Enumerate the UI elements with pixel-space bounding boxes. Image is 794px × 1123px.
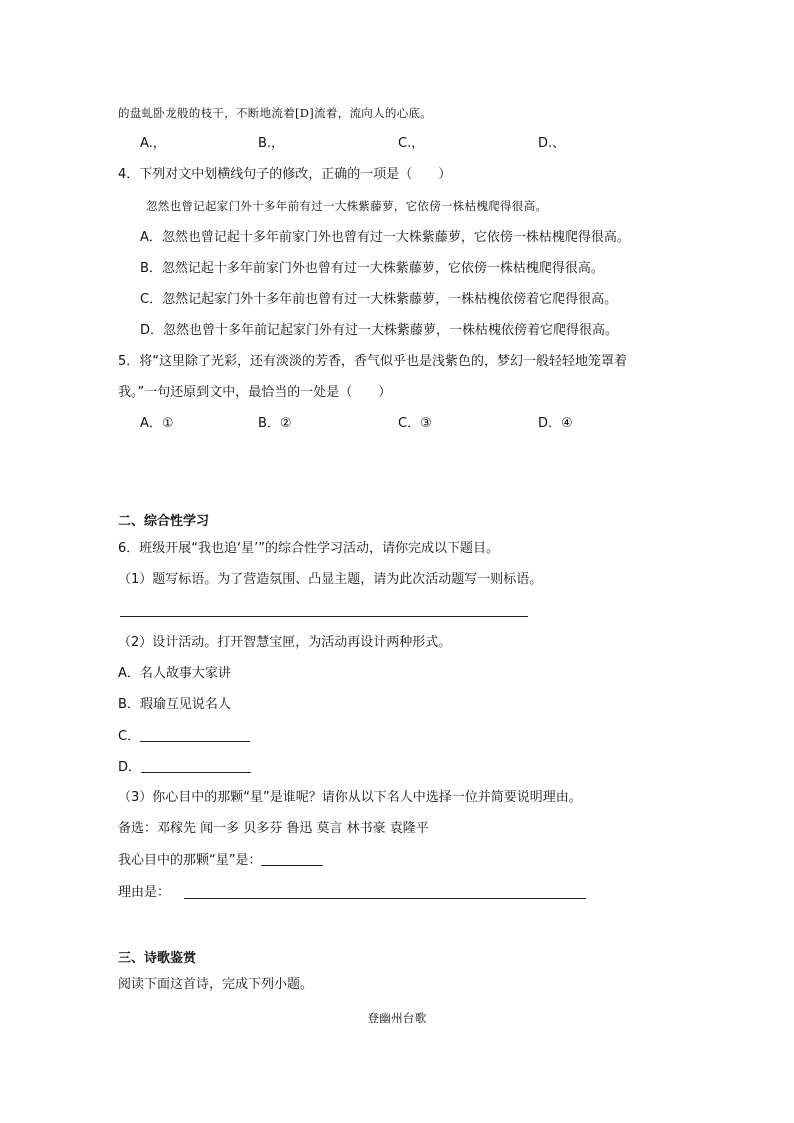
q5-option-b: B．② — [258, 416, 292, 431]
q4-quote: 忽然也曾记起家门外十多年前有过一大株紫藤萝，它依傍一株枯槐爬得很高。 — [146, 199, 548, 213]
q5-option-a: A．① — [140, 416, 174, 431]
q4-option-b: B．忽然记起十多年前家门外也曾有过一大株紫藤萝，它依傍一株枯槐爬得很高。 — [140, 261, 604, 276]
option-c-label: C． — [118, 729, 141, 744]
option-a: A.， — [140, 136, 166, 151]
q5-option-d: D．④ — [538, 416, 573, 431]
q6-sub2: （2）设计活动。打开智慧宝匣，为活动再设计两种形式。 — [118, 635, 452, 650]
q6-sub2-option-c — [118, 727, 250, 746]
answer-line-slogan[interactable] — [120, 616, 528, 617]
reason-label: 理由是： — [118, 885, 171, 900]
option-c: C.， — [398, 136, 425, 151]
section2-title: 二、综合性学习 — [118, 514, 210, 529]
passage-line: 的盘虬卧龙般的枝干，不断地流着[D]流着，流向人的心底。 — [118, 106, 433, 120]
section3-title: 三、诗歌鉴赏 — [118, 951, 197, 966]
q4-option-c: C．忽然记起家门外十多年前也曾有过一大株紫藤萝，一株枯槐依傍着它爬得很高。 — [140, 292, 618, 307]
q5-option-c: C．③ — [398, 416, 432, 431]
q6-stem: 6．班级开展“我也追‘星’”的综合性学习活动，请你完成以下题目。 — [118, 541, 500, 556]
q5-stem-line1: 5．将“这里除了光彩，还有淡淡的芳香，香气似乎也是浅紫色的，梦幻一般轻轻地笼罩着 — [118, 354, 628, 369]
option-d-label: D． — [118, 760, 142, 775]
candidate-list: 备选：邓稼先 闻一多 贝多芬 鲁迅 莫言 林书豪 袁隆平 — [118, 821, 429, 836]
answer-line-reason[interactable] — [184, 898, 586, 899]
q4-stem: 4．下列对文中划横线句子的修改，正确的一项是（ ） — [118, 167, 452, 182]
star-label: 我心目中的那颗“星”是： — [118, 853, 262, 868]
answer-blank-d[interactable] — [141, 758, 251, 773]
poem-title: 登幽州台歌 — [367, 1011, 427, 1025]
q6-sub2-option-b: B．瑕瑜互见说名人 — [118, 697, 231, 712]
q4-option-d: D．忽然也曾十多年前记起家门外有过一大株紫藤萝，一株枯槐依傍着它爬得很高。 — [140, 323, 619, 338]
q6-sub2-option-a: A．名人故事大家讲 — [118, 666, 231, 681]
section3-instruction: 阅读下面这首诗，完成下列小题。 — [118, 977, 314, 992]
q4-option-a: A．忽然也曾记起十多年前家门外也曾有过一大株紫藤萝，它依傍一株枯槐爬得很高。 — [140, 230, 630, 245]
option-b: B.， — [258, 136, 285, 151]
answer-blank-c[interactable] — [140, 727, 250, 742]
q5-stem-line2: 我。”一句还原到文中，最恰当的一处是（ ） — [118, 385, 392, 400]
q6-sub3: （3）你心目中的那颗“星”是谁呢？请你从以下名人中选择一位并简要说明理由。 — [118, 790, 582, 805]
q6-sub1: （1）题写标语。为了营造氛围、凸显主题，请为此次活动题写一则标语。 — [118, 572, 543, 587]
q6-sub2-option-d — [118, 758, 251, 777]
option-d: D.、 — [538, 136, 566, 151]
star-answer-row — [118, 851, 323, 870]
answer-blank-star[interactable] — [261, 851, 323, 866]
